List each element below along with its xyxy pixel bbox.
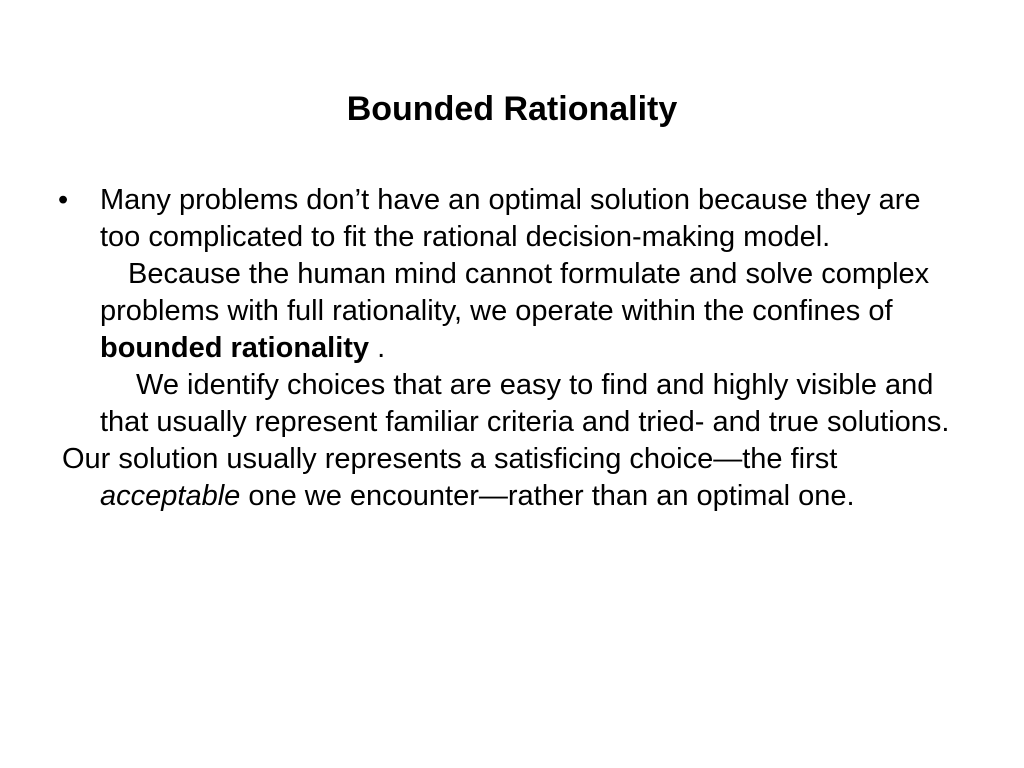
paragraph-text-end: one we encounter—rather than an optimal one.: [240, 480, 855, 512]
slide-title: Bounded Rationality: [346, 90, 678, 128]
bullet-icon: •: [58, 184, 69, 216]
paragraph-text: We identify choices that are easy to find and highly visible and that usually represent familiar criteria and tried- and true solutions.: [100, 369, 950, 438]
paragraph-satisficing: [0, 441, 1024, 515]
paragraph-text: Because the human mind cannot formulate and solve complex problems with full rationality, we operate within the confines of: [100, 258, 930, 327]
paragraph-text: Our solution usually represents a satisficing choice—the first: [62, 443, 838, 475]
bullet-item: [0, 182, 940, 256]
emphasis-acceptable: acceptable: [100, 480, 241, 512]
bullet-text: Many problems don’t have an optimal solution because they are too complicated to fit the rational decision-making model.: [100, 184, 921, 253]
slide-body: [0, 182, 1024, 515]
paragraph-choices: [100, 367, 950, 441]
paragraph-text-end: .: [369, 332, 386, 364]
paragraph-bounded-rationality: [100, 256, 950, 367]
emphasis-bounded-rationality: bounded rationality: [100, 332, 370, 364]
